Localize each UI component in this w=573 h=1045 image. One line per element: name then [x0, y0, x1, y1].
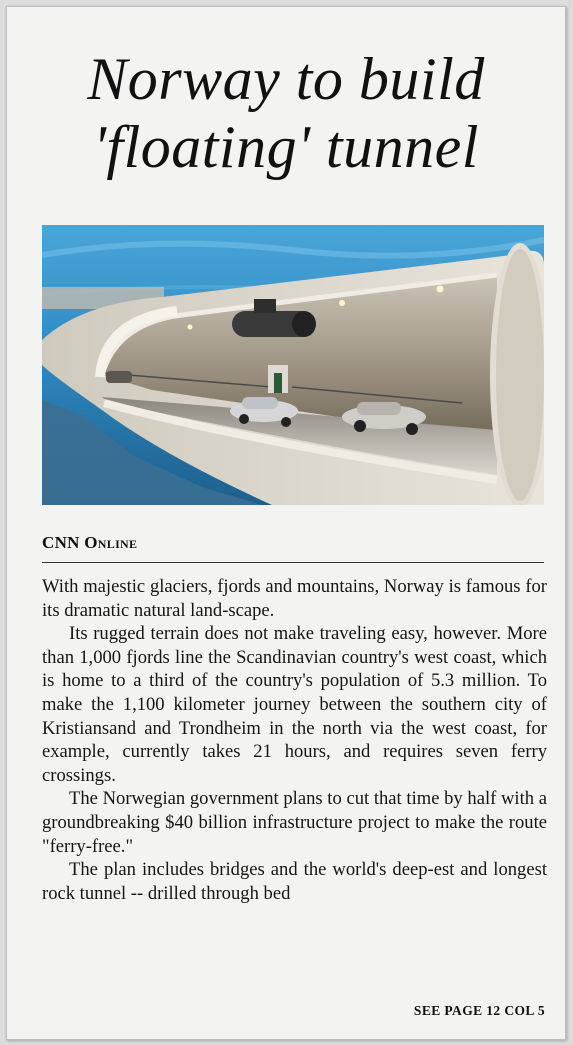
article-paragraph: The plan includes bridges and the world's deep-est and longest rock tunnel -- drilled through bed: [42, 859, 547, 904]
byline-rule: [42, 562, 544, 563]
article-paragraph: The Norwegian government plans to cut that time by half with a groundbreaking $40 billion infrastructure project to make the route "ferry-free.": [42, 788, 547, 857]
headline: Norway to build 'floating' tunnel: [87, 46, 485, 180]
byline: CNN Online: [42, 533, 138, 552]
tunnel-illustration: [42, 225, 544, 505]
newspaper-clipping: [6, 6, 566, 1040]
car-distant: [106, 371, 132, 383]
article-body: [42, 575, 547, 905]
continued-jump-line: SEE PAGE 12 COL 5: [413, 1003, 545, 1018]
article-paragraph: Its rugged terrain does not make traveling easy, however. More than 1,000 fjords line the Scandinavian country's west coast, which is home to a third of the country's population of 5.3 million. To make the 1,100 kilometer journey between the southern city of Kristiansand and Trondheim in the north via the west coast, for example, currently takes 21 hours, and requires seven ferry crossings.: [42, 623, 547, 786]
article-paragraph: With majestic glaciers, fjords and mountains, Norway is famous for its dramatic natural land-scape.: [42, 576, 547, 621]
